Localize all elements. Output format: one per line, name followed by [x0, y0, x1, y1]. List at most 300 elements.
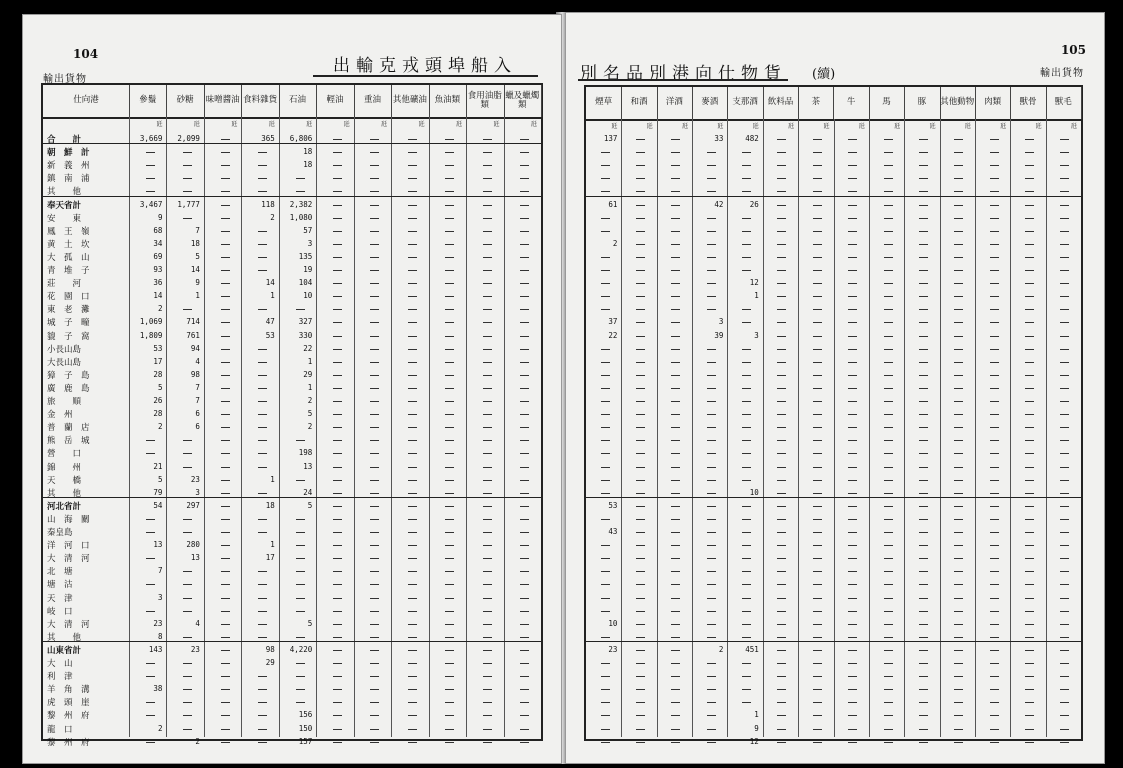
cell-value: 93 — [153, 265, 163, 274]
empty-dash — [707, 283, 716, 284]
cell-value: 94 — [190, 343, 200, 353]
empty-dash — [742, 689, 751, 690]
empty-dash — [483, 729, 492, 730]
empty-dash — [333, 624, 342, 625]
empty-dash — [990, 139, 999, 140]
empty-dash — [954, 624, 963, 625]
empty-dash — [370, 532, 379, 533]
empty-dash — [954, 375, 963, 376]
empty-dash — [370, 467, 379, 468]
empty-dash — [1060, 584, 1069, 585]
empty-dash — [221, 493, 230, 494]
empty-dash — [445, 257, 454, 258]
empty-dash — [1060, 676, 1069, 677]
empty-dash — [601, 467, 610, 468]
empty-dash — [848, 322, 857, 323]
empty-dash — [636, 742, 645, 743]
empty-dash — [990, 611, 999, 612]
empty-dash — [183, 440, 192, 441]
cell-value: 22 — [608, 330, 618, 340]
empty-dash — [1025, 205, 1034, 206]
empty-dash — [408, 663, 417, 664]
empty-dash — [954, 231, 963, 232]
empty-dash — [221, 676, 230, 677]
empty-dash — [777, 663, 786, 664]
empty-dash — [813, 191, 822, 192]
cell-value: 135 — [298, 251, 313, 261]
empty-dash — [1025, 742, 1034, 743]
empty-dash — [990, 689, 999, 690]
empty-dash — [221, 584, 230, 585]
empty-dash — [520, 322, 529, 323]
empty-dash — [183, 598, 192, 599]
column-rule — [975, 119, 976, 737]
empty-dash — [848, 283, 857, 284]
empty-dash — [445, 467, 454, 468]
empty-dash — [884, 205, 893, 206]
empty-dash — [954, 322, 963, 323]
column-header: 支那酒 — [727, 87, 763, 119]
empty-dash — [990, 532, 999, 533]
cell-value: 1 — [754, 291, 759, 301]
row-label: 黄 土 坎 — [47, 239, 90, 250]
empty-dash — [813, 598, 822, 599]
cell-value: 26 — [153, 396, 163, 405]
row-label: 洋 河 口 — [47, 541, 90, 552]
cell-value: 13 — [190, 553, 200, 563]
empty-dash — [884, 532, 893, 533]
cell-value: 98 — [190, 369, 200, 379]
empty-dash — [370, 519, 379, 520]
empty-dash — [1060, 427, 1069, 428]
empty-dash — [777, 191, 786, 192]
right-data-table — [584, 85, 1083, 746]
empty-dash — [408, 139, 417, 140]
empty-dash — [333, 584, 342, 585]
empty-dash — [813, 270, 822, 271]
empty-dash — [671, 689, 680, 690]
section-rule — [586, 497, 1081, 498]
empty-dash — [954, 296, 963, 297]
empty-dash — [848, 545, 857, 546]
empty-dash — [1025, 506, 1034, 507]
empty-dash — [408, 467, 417, 468]
empty-dash — [707, 611, 716, 612]
cell-value: 2 — [612, 238, 618, 248]
empty-dash — [636, 702, 645, 703]
empty-dash — [408, 742, 417, 743]
cell-value: 28 — [153, 369, 163, 379]
empty-dash — [990, 427, 999, 428]
empty-dash — [636, 545, 645, 546]
empty-dash — [221, 545, 230, 546]
empty-dash — [919, 336, 928, 337]
empty-dash — [707, 519, 716, 520]
empty-dash — [671, 139, 680, 140]
empty-dash — [813, 676, 822, 677]
empty-dash — [707, 152, 716, 153]
empty-dash — [990, 519, 999, 520]
empty-dash — [990, 296, 999, 297]
empty-dash — [445, 558, 454, 559]
empty-dash — [919, 165, 928, 166]
empty-dash — [848, 715, 857, 716]
empty-dash — [146, 611, 155, 612]
empty-dash — [221, 375, 230, 376]
empty-dash — [445, 178, 454, 179]
empty-dash — [919, 139, 928, 140]
cell-value: 12 — [749, 278, 759, 288]
empty-dash — [848, 388, 857, 389]
empty-dash — [884, 558, 893, 559]
empty-dash — [445, 493, 454, 494]
empty-dash — [370, 440, 379, 441]
empty-dash — [520, 480, 529, 481]
empty-dash — [258, 742, 267, 743]
empty-dash — [408, 218, 417, 219]
empty-dash — [813, 401, 822, 402]
empty-dash — [146, 453, 155, 454]
cell-value: 7 — [157, 566, 163, 576]
left-page — [22, 14, 562, 764]
empty-dash — [1060, 414, 1069, 415]
empty-dash — [601, 388, 610, 389]
empty-dash — [742, 218, 751, 219]
row-label: 山東省計 — [47, 645, 82, 656]
empty-dash — [1025, 519, 1034, 520]
empty-dash — [296, 558, 305, 559]
empty-dash — [777, 309, 786, 310]
empty-dash — [636, 637, 645, 638]
empty-dash — [707, 624, 716, 625]
cell-value: 24 — [303, 487, 313, 497]
empty-dash — [370, 715, 379, 716]
empty-dash — [813, 637, 822, 638]
empty-dash — [707, 401, 716, 402]
cell-value: 1,080 — [289, 212, 313, 222]
empty-dash — [258, 178, 267, 179]
empty-dash — [520, 532, 529, 533]
empty-dash — [848, 375, 857, 376]
empty-dash — [707, 467, 716, 468]
empty-dash — [408, 152, 417, 153]
empty-dash — [408, 545, 417, 546]
empty-dash — [919, 532, 928, 533]
row-label: 鎮 南 浦 — [47, 174, 90, 185]
empty-dash — [408, 165, 417, 166]
empty-dash — [333, 401, 342, 402]
empty-dash — [742, 309, 751, 310]
empty-dash — [601, 296, 610, 297]
empty-dash — [848, 742, 857, 743]
empty-dash — [483, 506, 492, 507]
unit-label: 瓩 — [418, 121, 425, 128]
empty-dash — [483, 349, 492, 350]
empty-dash — [1060, 388, 1069, 389]
empty-dash — [636, 663, 645, 664]
empty-dash — [671, 545, 680, 546]
empty-dash — [707, 545, 716, 546]
empty-dash — [777, 283, 786, 284]
empty-dash — [520, 152, 529, 153]
empty-dash — [707, 427, 716, 428]
empty-dash — [183, 611, 192, 612]
empty-dash — [919, 558, 928, 559]
empty-dash — [520, 729, 529, 730]
empty-dash — [884, 152, 893, 153]
empty-dash — [370, 650, 379, 651]
empty-dash — [520, 624, 529, 625]
empty-dash — [221, 689, 230, 690]
empty-dash — [1025, 178, 1034, 179]
empty-dash — [333, 270, 342, 271]
empty-dash — [445, 218, 454, 219]
row-label: 龍 口 — [47, 724, 73, 735]
empty-dash — [1060, 165, 1069, 166]
empty-dash — [483, 244, 492, 245]
empty-dash — [1025, 558, 1034, 559]
empty-dash — [954, 663, 963, 664]
empty-dash — [601, 729, 610, 730]
empty-dash — [1025, 296, 1034, 297]
empty-dash — [221, 558, 230, 559]
empty-dash — [370, 139, 379, 140]
empty-dash — [258, 427, 267, 428]
empty-dash — [707, 296, 716, 297]
empty-dash — [370, 244, 379, 245]
empty-dash — [954, 152, 963, 153]
empty-dash — [636, 165, 645, 166]
empty-dash — [954, 165, 963, 166]
empty-dash — [884, 191, 893, 192]
empty-dash — [333, 689, 342, 690]
empty-dash — [990, 571, 999, 572]
empty-dash — [483, 689, 492, 690]
empty-dash — [990, 624, 999, 625]
empty-dash — [601, 375, 610, 376]
empty-dash — [919, 231, 928, 232]
empty-dash — [848, 729, 857, 730]
empty-dash — [483, 611, 492, 612]
empty-dash — [221, 663, 230, 664]
row-label: 虎 頭 崖 — [47, 698, 90, 709]
column-header: 參鬚 — [129, 85, 167, 117]
empty-dash — [813, 584, 822, 585]
cell-value: 37 — [608, 317, 618, 327]
empty-dash — [370, 218, 379, 219]
section-rule — [586, 641, 1081, 642]
empty-dash — [146, 584, 155, 585]
empty-dash — [636, 178, 645, 179]
empty-dash — [884, 388, 893, 389]
empty-dash — [919, 414, 928, 415]
empty-dash — [520, 676, 529, 677]
empty-dash — [742, 598, 751, 599]
empty-dash — [183, 637, 192, 638]
empty-dash — [884, 506, 893, 507]
empty-dash — [990, 598, 999, 599]
column-rule — [798, 119, 799, 737]
empty-dash — [777, 584, 786, 585]
row-label: 天 津 — [47, 593, 73, 604]
column-header: 洋酒 — [657, 87, 693, 119]
cell-value: 3 — [307, 238, 313, 248]
row-label: 營 口 — [47, 449, 82, 460]
empty-dash — [919, 440, 928, 441]
row-label: 大 清 河 — [47, 619, 90, 630]
cell-value: 36 — [153, 278, 163, 288]
cell-value: 57 — [303, 225, 313, 235]
empty-dash — [1025, 480, 1034, 481]
cell-value: 1,777 — [177, 199, 200, 209]
empty-dash — [520, 165, 529, 166]
empty-dash — [1025, 283, 1034, 284]
cell-value: 1,069 — [139, 317, 163, 327]
empty-dash — [333, 453, 342, 454]
empty-dash — [408, 322, 417, 323]
empty-dash — [333, 493, 342, 494]
empty-dash — [1060, 637, 1069, 638]
empty-dash — [258, 702, 267, 703]
empty-dash — [221, 440, 230, 441]
cell-value: 47 — [265, 317, 275, 327]
empty-dash — [333, 283, 342, 284]
empty-dash — [221, 388, 230, 389]
empty-dash — [483, 218, 492, 219]
empty-dash — [954, 545, 963, 546]
cell-value: 28 — [153, 409, 163, 419]
empty-dash — [636, 493, 645, 494]
empty-dash — [333, 309, 342, 310]
empty-dash — [636, 584, 645, 585]
empty-dash — [483, 624, 492, 625]
empty-dash — [445, 480, 454, 481]
column-header: 砂糖 — [166, 85, 204, 117]
empty-dash — [1025, 388, 1034, 389]
row-label: 青 堆 子 — [47, 266, 90, 276]
empty-dash — [636, 205, 645, 206]
empty-dash — [813, 480, 822, 481]
cell-value: 7 — [195, 225, 200, 235]
empty-dash — [408, 257, 417, 258]
cell-value: 118 — [261, 199, 275, 209]
cell-value: 143 — [148, 644, 163, 654]
empty-dash — [483, 283, 492, 284]
cell-value: 13 — [303, 461, 313, 471]
empty-dash — [671, 558, 680, 559]
empty-dash — [445, 453, 454, 454]
cell-value: 69 — [153, 251, 163, 261]
empty-dash — [884, 637, 893, 638]
empty-dash — [777, 362, 786, 363]
empty-dash — [408, 532, 417, 533]
column-rule — [504, 117, 505, 737]
empty-dash — [848, 637, 857, 638]
empty-dash — [221, 178, 230, 179]
empty-dash — [183, 152, 192, 153]
empty-dash — [601, 165, 610, 166]
column-header: 食料雜貨 — [241, 85, 279, 117]
empty-dash — [445, 611, 454, 612]
empty-dash — [813, 218, 822, 219]
empty-dash — [848, 467, 857, 468]
empty-dash — [333, 257, 342, 258]
cell-value: 38 — [153, 684, 163, 694]
cell-value: 761 — [186, 330, 200, 340]
empty-dash — [636, 257, 645, 258]
empty-dash — [1025, 493, 1034, 494]
empty-dash — [333, 676, 342, 677]
empty-dash — [777, 637, 786, 638]
empty-dash — [919, 427, 928, 428]
running-head: 輸出貨物 — [43, 74, 87, 85]
empty-dash — [221, 414, 230, 415]
empty-dash — [370, 598, 379, 599]
cell-value: 3,669 — [139, 134, 163, 143]
empty-dash — [1060, 558, 1069, 559]
empty-dash — [370, 270, 379, 271]
cell-value: 1 — [307, 382, 313, 392]
cell-value: 18 — [303, 147, 313, 157]
empty-dash — [919, 702, 928, 703]
empty-dash — [483, 571, 492, 572]
row-label: 羊 角 溝 — [47, 685, 90, 696]
empty-dash — [671, 440, 680, 441]
empty-dash — [777, 480, 786, 481]
empty-dash — [848, 178, 857, 179]
empty-dash — [1060, 506, 1069, 507]
section-rule — [43, 497, 541, 498]
empty-dash — [990, 375, 999, 376]
cell-value: 14 — [265, 278, 275, 288]
empty-dash — [1060, 322, 1069, 323]
empty-dash — [221, 401, 230, 402]
empty-dash — [707, 558, 716, 559]
unit-label: 瓩 — [343, 121, 350, 128]
empty-dash — [370, 689, 379, 690]
empty-dash — [520, 401, 529, 402]
empty-dash — [221, 139, 230, 140]
empty-dash — [954, 349, 963, 350]
empty-dash — [520, 257, 529, 258]
empty-dash — [919, 480, 928, 481]
empty-dash — [1025, 650, 1034, 651]
empty-dash — [333, 336, 342, 337]
empty-dash — [671, 231, 680, 232]
empty-dash — [1025, 414, 1034, 415]
empty-dash — [671, 362, 680, 363]
empty-dash — [601, 283, 610, 284]
empty-dash — [777, 702, 786, 703]
empty-dash — [707, 231, 716, 232]
cell-value: 26 — [749, 199, 759, 209]
empty-dash — [990, 218, 999, 219]
empty-dash — [445, 506, 454, 507]
empty-dash — [954, 178, 963, 179]
empty-dash — [1025, 244, 1034, 245]
cell-value: 4 — [195, 618, 200, 628]
empty-dash — [1060, 178, 1069, 179]
empty-dash — [408, 388, 417, 389]
cell-value: 327 — [298, 317, 313, 327]
empty-dash — [848, 414, 857, 415]
title-underline — [578, 79, 788, 81]
row-label: 安 東 — [47, 213, 82, 224]
empty-dash — [408, 336, 417, 337]
empty-dash — [296, 611, 305, 612]
empty-dash — [636, 453, 645, 454]
empty-dash — [333, 558, 342, 559]
